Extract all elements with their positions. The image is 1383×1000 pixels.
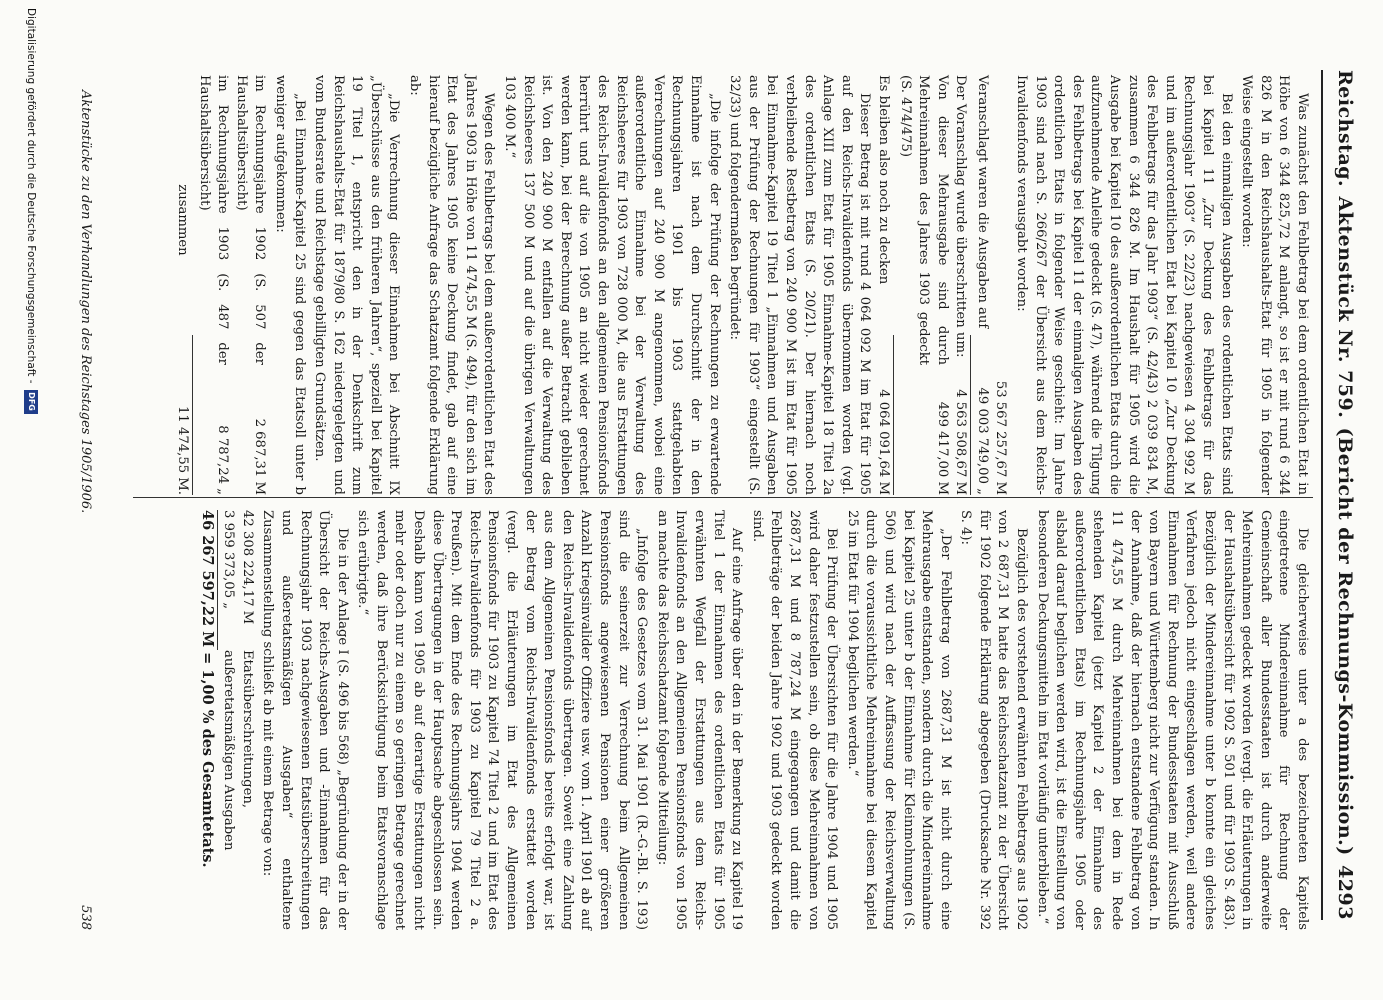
amount-row — [219, 510, 238, 930]
sum-rule — [217, 510, 218, 650]
amount-label: im Rechnungsjahre 1902 (S. 507 der Haushaltsübersicht) — [233, 75, 268, 365]
paragraph: „Infolge des Gesetzes vom 31. Mai 1901 (R.-G.-Bl. S. 193) sind die seinerzeit zur Verrechnung beim Allgemeinen Pensionsfonds angewiesenen Pensionen einer größeren Anzahl kriegsinvalider Offiziere usw. vom 1. April 1901 ab auf den Reichs-Invalidenfonds übertragen. Soweit eine Zahlung aus dem Allgemeinen Pensionsfonds bereits erfolgt war, ist der Betrag vom Reichs-Invalidenfonds erstattet worden (vergl. die Erläuterungen im Etat des Allgemeinen Pensionsfonds für 1903 zu Kapitel 74 Titel 2 und im Etat des Reichs-Invalidenfonds für 1903 zu Kapitel 79 Titel 2 a. Preußen). Mit dem Ende des Rechnungsjahrs 1904 werden diese Übertragungen in der Hauptsache abgeschlossen sein. Deshalb kann von 1905 ab auf derartige Erstattungen nicht mehr oder doch nur zu einem so geringen Betrage gerechnet werden, daß ihre Berücksichtigung beim Etatsvoranschlage sich erübrigte.“ — [355, 510, 650, 930]
amount-label: Von dieser Mehrausgabe sind durch Mehreinnahmen des Jahres 1903 gedeckt (S. 474/475) — [897, 75, 950, 365]
amount-value: 42 308 224,17 M — [239, 510, 255, 625]
page-number: 4293 — [1334, 865, 1356, 920]
amount-row — [231, 75, 268, 495]
amount-row — [951, 75, 970, 495]
paragraph: Dieser Betrag ist mit rund 4 064 092 M im Etat für 1905 auf den Reichs-Invalidenfonds übernommen worden (vgl. Anlage XIII zum Etat für 1905 Einnahme-Kapitel 18 Titel 2a des ordentlichen Etats (S. 20/21). Der hiernach noch verbleibende Restbetrag von 240 900 M ist im Etat für 1905 bei Einnahme-Kapitel 19 Titel 1 „Einnahmen und Ausgaben aus der Prüfung der Rechnungen für 1903“ eingestellt (S. 32/33) und folgendermaßen begründet: — [727, 75, 873, 495]
amount-label: Es bleiben also noch zu decken — [875, 75, 891, 285]
amount-label: zusammen — [174, 184, 190, 256]
amount-value: 49 003 749,00 „ — [974, 387, 990, 495]
header-rule — [1321, 70, 1323, 920]
header-center: Aktenstück Nr. 759. — [1334, 196, 1356, 419]
amount-row — [237, 510, 256, 930]
paragraph: Wegen des Fehlbetrags bei dem außerordentlichen Etat des Jahres 1903 in Höhe von 11 474,55 M (S. 494), für den sich im Etat des Jahres 1905 keine Deckung findet, gab auf eine hierauf bezügliche Anfrage das Schatzamt folgende Erklärung ab: — [407, 75, 497, 495]
total-line: 46 267 597,22 M = 1,00 % des Gesamtetats. — [198, 510, 216, 868]
amount-row — [895, 75, 951, 495]
paragraph: Die in der Anlage I (S. 496 bis 568) „Begründung der in der Übersicht der Reichs-Ausgaben und -Einnahmen für das Rechnungsjahr 1903 nachgewiesenen Etatsüberschreitungen und außeretatsmäßigen Ausgaben“ enthaltene Zusammenstellung schließt ab mit einem Betrage von: — [260, 510, 350, 930]
paragraph: „Die infolge der Prüfung der Rechnungen zu erwartende Einnahme ist nach dem Durchschnitt der in den Rechnungsjahren 1901 bis 1903 stattgehabten Verrechnungen auf 240 900 M angenommen, wobei eine außerordentliche Einnahme bei der Verwaltung des Reichsheeres für 1903 von 728 000 M, die aus Erstattungen des Reichs-Invalidenfonds an den allgemeinen Pensionsfonds herrührt und auf die von 1905 an nicht wieder gerechnet werden kann, bei der Berechnung außer Betracht geblieben ist. Von den 240 900 M entfallen auf die Verwaltung des Reichsheeres 137 500 M und auf die übrigen Verwaltungen 103 400 M.“ — [502, 75, 722, 495]
page-footer — [78, 90, 93, 930]
amount-value: 2 687,31 M — [252, 418, 268, 495]
amount-row — [194, 75, 231, 495]
amount-value: 3 959 373,05 „ — [221, 510, 237, 610]
amount-value: 11 474,55 M. — [174, 405, 190, 495]
paragraph: Bei den einmaligen Ausgaben des ordentlichen Etats sind bei Kapitel 11 „Zur Deckung des Fehlbetrags für das Rechnungsjahr 1903“ (S. 22/23) nachgewiesen 4 304 992 M und im außerordentlichen Etat bei Kapitel 10 „Zur Deckung des Fehlbetrags für das Jahr 1903“ (S. 42/43) 2 039 834 M, zusammen 6 344 826 M. Im Haushalt für 1905 wird die Ausgabe bei Kapitel 10 des außerordentlichen Etats durch die aufzunehmende Anleihe gedeckt (S. 47), während die Tilgung des Fehlbetrags bei Kapitel 11 der einmaligen Ausgaben des ordentlichen Etats in folgender Weise geschieht: Im Jahre 1903 sind nach S. 266/267 der Übersicht aus dem Reichs-Invalidenfonds verausgabt worden: — [1014, 75, 1234, 495]
amount-value: 8 787,24 „ — [215, 425, 231, 495]
paragraph: Auf eine Anfrage über den in der Bemerkung zu Kapitel 19 Titel 1 der Einnahmen des ordentlichen Etats für 1905 erwähnten Wegfall der Erstattungen aus dem Reichs-Invalidenfonds an den Allgemeinen Pensionsfonds von 1905 an machte das Reichsschatzamt folgende Mitteilung: — [654, 510, 745, 930]
amount-row — [991, 75, 1010, 495]
amount-label: im Rechnungsjahre 1903 (S. 487 der Haushaltsübersicht) — [196, 75, 231, 365]
paragraph: „Der Fehlbetrag von 2687,31 M ist nicht durch eine Mehrausgabe entstanden, sondern durch die Mindereinnahme bei Kapitel 25 unter b der Einnahme für Kleinmohnungen (S. 506) und wird nach der Auffassung der Reichsverwaltung durch die voraussichtliche Mehreinnahme bei diesem Kapitel 25 im Etat für 1904 beglichen werden.“ — [844, 510, 953, 930]
credit-text: Digitalisierung gefördert durch die Deutsche Forschungsgemeinschaft - — [25, 8, 37, 384]
header-left: Reichstag. — [1334, 70, 1356, 188]
amount-label: Der Voranschlag wurde überschritten um: — [953, 75, 969, 358]
paragraph: „Bei Einnahme-Kapitel 25 sind gegen das Etatsoll unter b weniger aufgekommen: — [272, 75, 307, 495]
digitization-credit — [24, 8, 38, 993]
paragraph: Bezüglich des vorstehend erwähnten Fehlbetrags aus 1902 von 2 687,31 M hatte das Reichsschatzamt zu der Übersicht für 1902 folgende Erklärung abgegeben (Drucksache Nr. 392 S. 4): — [958, 510, 1030, 930]
sum-rule — [970, 335, 971, 495]
column-divider — [133, 497, 1313, 498]
amount-value: 4 563 508,67 M — [953, 389, 969, 495]
amount-row — [972, 75, 991, 495]
amount-label: Veranschlagt waren die Ausgaben auf — [974, 75, 990, 329]
paragraph: Die gleicherweise unter a des bezeichneten Kapitels eingetretene Mindereinnahme für Rechnung der Gemeinschaft aller Bundesstaaten ist durch anderweite Mehreinnahmen gedeckt worden (vergl. die Erläuterungen in der Haushaltsübersicht für 1902 S. 501 und für 1903 S. 483). Bezüglich der Mindereinnahme unter b konnte ein gleiches Verfahren jedoch nicht eingeschlagen werden, weil andere Einnahmen für Rechnung der Bundesstaaten mit Ausschluß von Bayern und Württemberg nicht zur Verfügung standen. In der Annahme, daß der hiernach entstandene Fehlbetrag von 11 474,55 M durch Mehreinnahmen bei dem in Rede stehenden Kapitel (jetzt Kapitel 2 der Einnahme des außerordentlichen Etats) im Rechnungsjahre 1905 oder alsbald darauf beglichen werden wird, ist die Einstellung von besonderen Deckungsmitteln im Etat vorläufig unterblieben.“ — [1034, 510, 1310, 930]
sum-rule — [893, 335, 894, 495]
left-column — [172, 75, 1311, 495]
amount-value: 53 567 257,67 M — [993, 380, 1009, 495]
amount-row — [172, 75, 191, 495]
page-header — [1327, 70, 1363, 920]
header-paren: (Bericht der Rechnungs-Kommission.) — [1334, 427, 1356, 856]
amount-label: außeretatsmäßigen Ausgaben — [221, 650, 237, 851]
footer-signature: 538 — [78, 905, 93, 930]
paragraph: Was zunächst den Fehlbetrag bei dem ordentlichen Etat in Höhe von 6 344 825,72 M anlangt, so ist er mit rund 6 344 826 M in den Reichshaushalts-Etat für 1905 in folgender Weise eingestellt worden: — [1239, 75, 1310, 495]
paragraph: „Die Verrechnung dieser Einnahmen bei Abschnitt IX „Überschüsse aus den früheren Jahren“, speziell bei Kapitel 19 Titel 1, entspricht den in der Denkschrift zum Reichshaushalts-Etat für 1879/80 S. 162 niedergelegten und vom Bundesrate und Reichstage gebilligten Grundsätzen. — [312, 75, 402, 495]
right-column — [197, 510, 1311, 930]
amount-label: Etatsüberschreitungen, — [239, 650, 255, 809]
dfg-logo-icon: DFG — [24, 390, 38, 414]
sum-rule — [192, 335, 193, 495]
amount-row — [873, 75, 892, 495]
amount-value: 4 064 091,64 M — [875, 389, 891, 495]
footer-left: Aktenstücke zu den Verhandlungen des Reichstages 1905/1906. — [78, 90, 93, 514]
paragraph: Bei Prüfung der Übersichten für die Jahre 1904 und 1905 wird daher festzustellen sein, ob diese Mehreinnahmen von 2687,31 M und 8 787,24 M eingegangen und damit die Fehlbeträge der beiden Jahre 1902 und 1903 gedeckt worden sind. — [749, 510, 840, 930]
amount-value: 499 417,00 M — [934, 401, 950, 495]
